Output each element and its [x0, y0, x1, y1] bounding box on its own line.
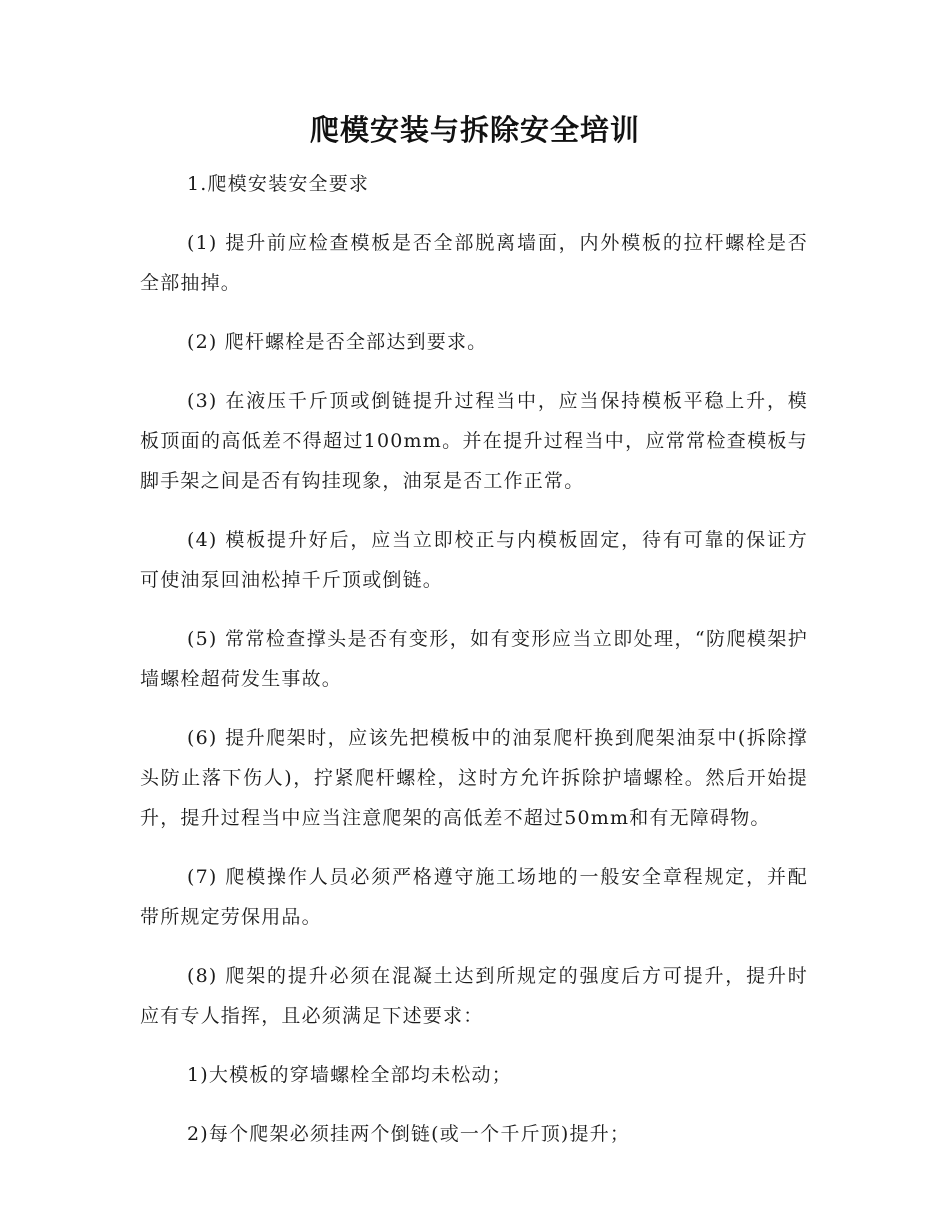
- document-body: [140, 164, 808, 1173]
- list-item: 2)每个爬架必须挂两个倒链(或一个千斤顶)提升；: [187, 1123, 631, 1145]
- list-item: 1)大模板的穿墙螺栓全部均未松动；: [187, 1064, 512, 1086]
- paragraph: (5) 常常检查撑头是否有变形，如有变形应当立即处理，“防爬模架护墙螺栓超荷发生事故。: [140, 628, 808, 690]
- paragraph: (7) 爬模操作人员必须严格遵守施工场地的一般安全章程规定，并配带所规定劳保用品。: [140, 866, 808, 928]
- paragraph: (2) 爬杆螺栓是否全部达到要求。: [187, 331, 488, 353]
- paragraph: (3) 在液压千斤顶或倒链提升过程当中，应当保持模板平稳上升，模板顶面的高低差不得超过100mm。并在提升过程当中，应常常检查模板与脚手架之间是否有钩挂现象，油泵是否工作正常。: [140, 390, 808, 492]
- section-heading: 1.爬模安装安全要求: [187, 173, 370, 195]
- paragraph: (6) 提升爬架时，应该先把模板中的油泵爬杆换到爬架油泵中(拆除撑头防止落下伤人)，拧紧爬杆螺栓，这时方允许拆除护墙螺栓。然后开始提升，提升过程当中应当注意爬架的高低差不超过50mm和有无障碍物。: [140, 727, 808, 829]
- document-title: 爬模安装与拆除安全培训: [309, 113, 640, 147]
- paragraph: (4) 模板提升好后，应当立即校正与内模板固定，待有可靠的保证方可使油泵回油松掉千斤顶或倒链。: [140, 529, 808, 591]
- paragraph: (8) 爬架的提升必须在混凝土达到所规定的强度后方可提升，提升时应有专人指挥，且必须满足下述要求：: [140, 965, 808, 1027]
- paragraph: (1) 提升前应检查模板是否全部脱离墙面，内外模板的拉杆螺栓是否全部抽掉。: [140, 232, 808, 294]
